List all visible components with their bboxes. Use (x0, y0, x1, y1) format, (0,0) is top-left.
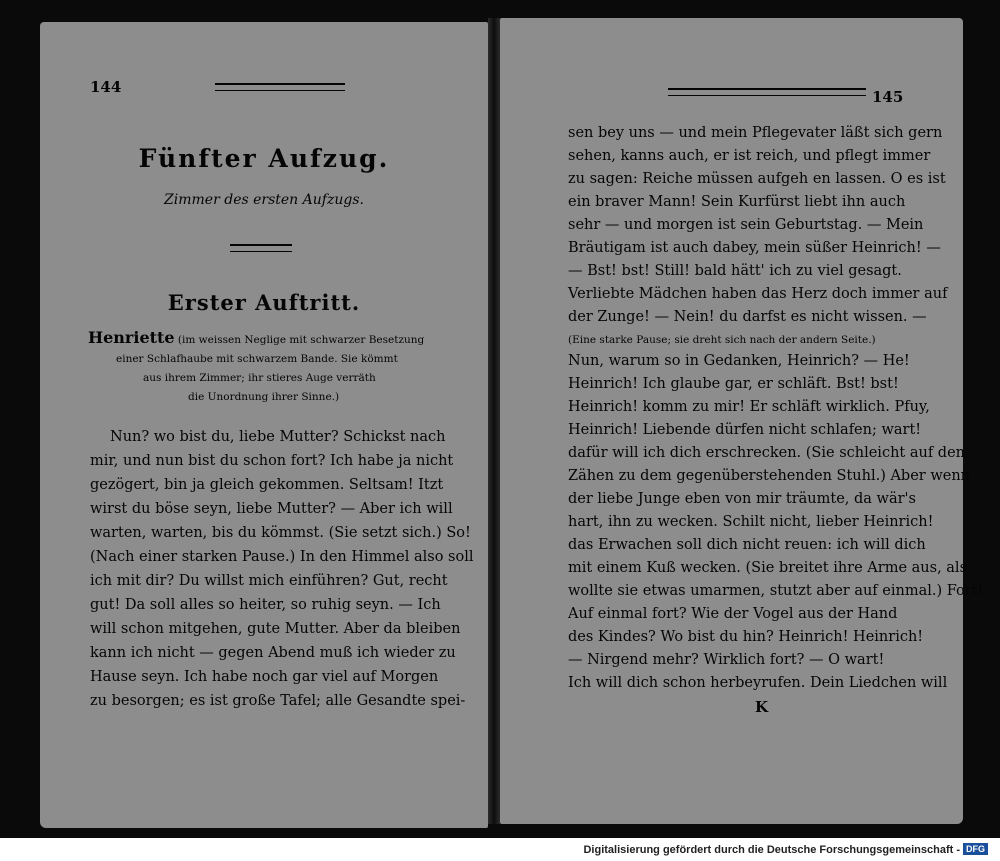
text-line: zu sagen: Reiche müssen aufgeh en lassen. O es ist (568, 171, 946, 187)
text-line: des Kindes? Wo bist du hin? Heinrich! Heinrich! (568, 629, 924, 645)
stage-direction-line: die Unordnung ihrer Sinne.) (188, 391, 340, 403)
scene-location: Zimmer des ersten Aufzugs. (164, 192, 364, 208)
text-line: ein braver Mann! Sein Kurfürst liebt ihn auch (568, 194, 906, 210)
page-number-left: 144 (90, 78, 122, 96)
catchword: K (755, 698, 769, 716)
text-line: Ich will dich schon herbeyrufen. Dein Liedchen will (568, 675, 948, 691)
text-line: gezögert, bin ja gleich gekommen. Seltsam! Itzt (90, 477, 444, 493)
page-number-right: 145 (872, 88, 904, 106)
text-line: ich mit dir? Du willst mich einführen? Gut, recht (90, 573, 448, 589)
text-line: Verliebte Mädchen haben das Herz doch immer auf (568, 286, 948, 302)
text-line: warten, warten, bis du kömmst. (Sie setzt sich.) So! (90, 525, 471, 541)
text-line: will schon mitgehen, gute Mutter. Aber da bleiben (90, 621, 461, 637)
text-line: mit einem Kuß wecken. (Sie breitet ihre Arme aus, als (568, 560, 968, 576)
text-line: zu besorgen; es ist große Tafel; alle Gesandte spei- (90, 693, 466, 709)
left-page (40, 22, 488, 828)
text-line: mir, und nun bist du schon fort? Ich habe ja nicht (90, 453, 454, 469)
text-line: gut! Da soll alles so heiter, so ruhig seyn. — Ich (90, 597, 441, 613)
text-line: sehen, kanns auch, er ist reich, und pflegt immer (568, 148, 931, 164)
stage-direction-line: einer Schlafhaube mit schwarzem Bande. Sie kömmt (116, 353, 398, 365)
text-line: Nun? wo bist du, liebe Mutter? Schickst nach (110, 429, 446, 445)
right-page (500, 18, 984, 824)
footer-text: Digitalisierung gefördert durch die Deutsche Forschungsgemeinschaft - (583, 844, 960, 856)
stage-direction-line: (im weissen Neglige mit schwarzer Besetzung (177, 334, 425, 346)
text-line: wirst du böse seyn, liebe Mutter? — Aber ich will (90, 501, 453, 517)
header-rule-left (215, 83, 345, 91)
section-rule (230, 244, 292, 252)
text-line: hart, ihn zu wecken. Schilt nicht, lieber Heinrich! (568, 514, 934, 530)
text-line: Heinrich! komm zu mir! Er schläft wirklich. Pfuy, (568, 399, 930, 415)
text-line: der liebe Junge eben von mir träumte, da wär's (568, 491, 916, 507)
text-line: dafür will ich dich erschrecken. (Sie schleicht auf den (568, 445, 966, 461)
text-line: (Nach einer starken Pause.) In den Himmel also soll (90, 549, 474, 565)
text-line: sen bey uns — und mein Pflegevater läßt sich gern (568, 125, 943, 141)
stage-direction (88, 328, 468, 407)
text-line: — Nirgend mehr? Wirklich fort? — O wart! (568, 652, 885, 668)
text-line: das Erwachen soll dich nicht reuen: ich will dich (568, 537, 926, 553)
text-line: der Zunge! — Nein! du darfst es nicht wissen. — (568, 309, 927, 325)
book-gutter (488, 18, 500, 824)
text-line: kann ich nicht — gegen Abend muß ich wieder zu (90, 645, 456, 661)
text-line: — Bst! bst! Still! bald hätt' ich zu viel gesagt. (568, 263, 902, 279)
footer-credit (583, 843, 988, 856)
text-line: Heinrich! Liebende dürfen nicht schlafen; wart! (568, 422, 922, 438)
scene-heading: Erster Auftritt. (167, 290, 361, 315)
speaker-name: Henriette (88, 328, 175, 347)
dfg-logo: DFG (963, 843, 988, 855)
stage-direction-line: (Eine starke Pause; sie dreht sich nach der andern Seite.) (568, 334, 876, 346)
text-line: Auf einmal fort? Wie der Vogel aus der Hand (568, 606, 898, 622)
header-rule-right (668, 88, 866, 96)
text-line: Nun, warum so in Gedanken, Heinrich? — He! (568, 353, 910, 369)
text-line: sehr — und morgen ist sein Geburtstag. — Mein (568, 217, 924, 233)
text-line: Heinrich! Ich glaube gar, er schläft. Bst! bst! (568, 376, 899, 392)
act-title: Fünfter Aufzug. (138, 144, 390, 173)
text-line: Zähen zu dem gegenüberstehenden Stuhl.) Aber wenn (568, 468, 971, 484)
text-line: Bräutigam ist auch dabey, mein süßer Heinrich! — (568, 240, 941, 256)
text-line: wollte sie etwas umarmen, stutzt aber auf einmal.) Fort! (568, 583, 984, 599)
stage-direction-line: aus ihrem Zimmer; ihr stieres Auge verräth (143, 372, 376, 384)
text-line: Hause seyn. Ich habe noch gar viel auf Morgen (90, 669, 439, 685)
